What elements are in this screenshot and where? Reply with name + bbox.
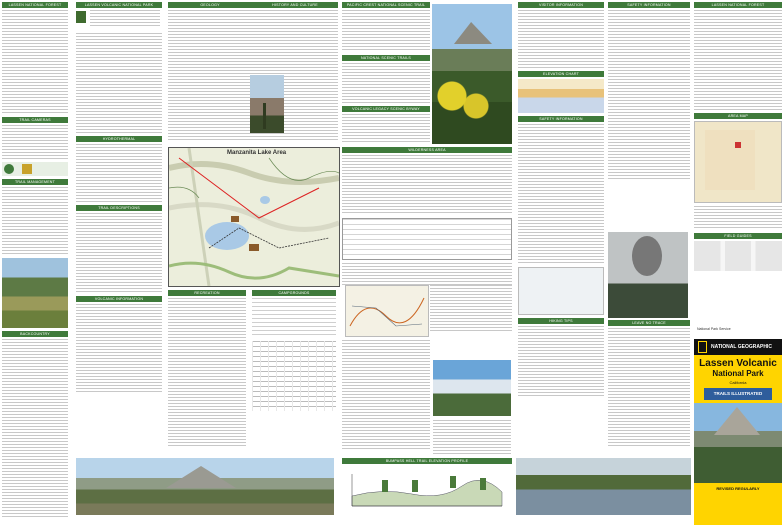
- body-text: [2, 187, 68, 255]
- wide-middle-text: [342, 147, 512, 287]
- body-text: [168, 10, 252, 142]
- cover-title: Lassen Volcanic: [699, 358, 777, 369]
- body-text: [76, 144, 162, 202]
- panel-column-8-bottom: [608, 320, 690, 455]
- legend-rows: [252, 298, 336, 338]
- cover-brand: NATIONAL GEOGRAPHIC: [711, 344, 772, 350]
- panel-column-7: [518, 2, 604, 457]
- section-header: FIELD GUIDES: [694, 233, 782, 239]
- meadow-photo: [2, 258, 68, 328]
- section-header: SAFETY INFORMATION: [518, 116, 604, 122]
- section-header: HYDROTHERMAL: [76, 136, 162, 142]
- profile-graphic: [342, 466, 512, 514]
- snow-mountain-photo: [433, 360, 511, 416]
- wildflower-photo: [432, 4, 512, 144]
- body-text: [342, 155, 512, 215]
- section-header: HISTORY AND CULTURE: [252, 2, 338, 8]
- body-text: [342, 10, 430, 52]
- state-map[interactable]: [694, 121, 782, 203]
- section-header: LASSEN NATIONAL FOREST: [694, 2, 782, 8]
- body-text: [342, 340, 430, 450]
- body-text: [518, 10, 604, 68]
- body-text: [2, 125, 68, 159]
- route-graphic: [346, 286, 428, 336]
- elevation-profile: [342, 458, 512, 515]
- section-header: TRAIL MANAGEMENT: [2, 179, 68, 185]
- body-text: [2, 339, 68, 519]
- watershed-map: [518, 267, 604, 315]
- map-graphic: [169, 148, 339, 286]
- panel-column-1: [2, 2, 68, 522]
- body-text: [518, 124, 604, 264]
- section-header: WILDERNESS AREA: [342, 147, 512, 153]
- lake-reflection-photo: [516, 458, 691, 515]
- field-guides: [694, 241, 782, 271]
- body-text: [2, 10, 68, 114]
- body-text: [342, 63, 430, 103]
- section-header: LEAVE NO TRACE: [608, 320, 690, 326]
- panel-column-3-bottom: [168, 290, 246, 455]
- yellow-border-logo-icon: [698, 341, 707, 353]
- manzanita-lake-map[interactable]: [168, 147, 340, 287]
- info-table: [342, 218, 512, 260]
- section-header: SAFETY INFORMATION: [608, 2, 690, 8]
- climate-chart: [518, 79, 604, 113]
- section-header: VISITOR INFORMATION: [518, 2, 604, 8]
- section-header: BUMPASS HELL TRAIL ELEVATION PROFILE: [342, 458, 512, 464]
- panel-column-3: [168, 2, 252, 142]
- panel-column-5: [342, 2, 430, 142]
- body-text: [694, 10, 782, 110]
- section-header: AREA MAP: [694, 113, 782, 119]
- body-text: [694, 206, 782, 230]
- section-header: GEOLOGY: [168, 2, 252, 8]
- body-text: [168, 298, 246, 448]
- cinder-cone-photo: [250, 75, 284, 133]
- section-header: TRAIL CAMERAS: [2, 117, 68, 123]
- map-title: Manzanita Lake Area: [227, 150, 287, 156]
- section-header: TRAIL DESCRIPTIONS: [76, 205, 162, 211]
- route-text: [430, 285, 512, 335]
- section-header: CAMPGROUNDS: [252, 290, 336, 296]
- body-text: [518, 326, 604, 396]
- mid-column-text: [342, 340, 430, 455]
- panel-column-9: [694, 2, 782, 322]
- body-text: [76, 33, 162, 133]
- section-header: LASSEN NATIONAL FOREST: [2, 2, 68, 8]
- section-header: VOLCANIC INFORMATION: [76, 296, 162, 302]
- body-text: [342, 263, 512, 287]
- panel-column-2: [76, 2, 162, 457]
- route-map[interactable]: [345, 285, 429, 337]
- cover-panel: [694, 325, 782, 525]
- logo-strip: [2, 162, 68, 176]
- cover-state: California: [729, 380, 747, 385]
- body-text: [76, 213, 162, 293]
- section-header: HIKING TIPS: [518, 318, 604, 324]
- cover-topline: National Park Service: [694, 325, 782, 339]
- cover-photo: [694, 403, 782, 483]
- trails-logo: TRAILS ILLUSTRATED: [704, 388, 772, 400]
- panorama-photo: [76, 458, 334, 515]
- body-text: [608, 10, 690, 180]
- section-header: ELEVATION CHART: [518, 71, 604, 77]
- section-header: NATIONAL SCENIC TRAILS: [342, 55, 430, 61]
- eruption-photo: [608, 232, 688, 318]
- body-text: [76, 304, 162, 394]
- cover-footer: REVISED REGULARLY: [716, 486, 760, 491]
- section-header: VOLCANIC LEGACY SCENIC BYWAY: [342, 106, 430, 112]
- section-header: BACKCOUNTRY: [2, 331, 68, 337]
- body-text: [433, 420, 511, 454]
- body-text: [430, 285, 512, 333]
- body-text: [342, 114, 430, 142]
- body-text: [608, 328, 690, 448]
- section-header: PACIFIC CREST NATIONAL SCENIC TRAIL: [342, 2, 430, 8]
- section-header: RECREATION: [168, 290, 246, 296]
- cover-subtitle: National Park: [712, 369, 764, 378]
- mid-legend: [252, 290, 336, 455]
- campground-table: [252, 341, 336, 411]
- photo-caption-text: [433, 420, 511, 455]
- section-header: LASSEN VOLCANIC NATIONAL PARK: [76, 2, 162, 8]
